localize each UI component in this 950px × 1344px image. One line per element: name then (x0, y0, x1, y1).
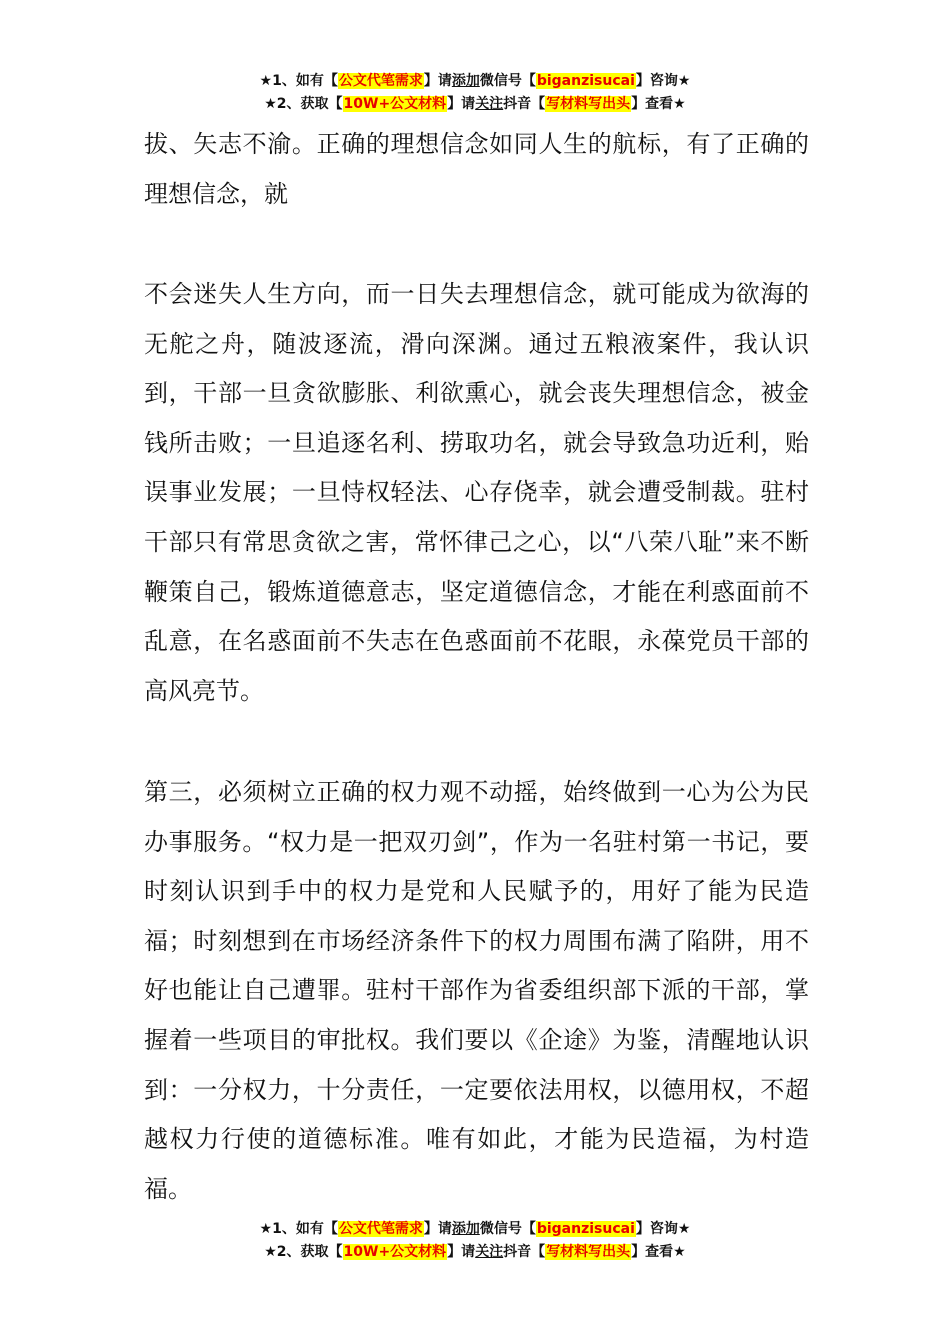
highlight-service: 公文代笔需求 (338, 1221, 423, 1237)
header-banner (0, 70, 950, 116)
highlight-materials: 10W+公文材料 (343, 1244, 447, 1260)
banner-line-1: ★1、如有【公文代笔需求】请添加微信号【biganzisucai】咨询★ (259, 73, 691, 89)
banner-line-1: ★1、如有【公文代笔需求】请添加微信号【biganzisucai】咨询★ (259, 1221, 691, 1237)
highlight-wechat-id: biganzisucai (536, 1221, 635, 1237)
banner-line-2: ★2、获取【10W+公文材料】请关注抖音【写材料写出头】查看★ (264, 1244, 686, 1260)
paragraph-2: 不会迷失人生方向，而一日失去理想信念，就可能成为欲海的无舵之舟，随波逐流，滑向深渊。通过五粮液案件，我认识到，干部一旦贪欲膨胀、利欲熏心，就会丧失理想信念，被金钱所击败；一旦追逐名利、捞取功名，就会导致急功近利，贻误事业发展；一旦恃权轻法、心存侥幸，就会遭受制裁。驻村干部只有常思贪欲之害，常怀律己之心，以“八荣八耻”来不断鞭策自己，锻炼道德意志，坚定道德信念，才能在利惑面前不乱意，在名惑面前不失志在色惑面前不花眼，永葆党员干部的高风亮节。 (144, 280, 809, 705)
paragraph-3: 第三，必须树立正确的权力观不动摇，始终做到一心为公为民办事服务。“权力是一把双刃剑”，作为一名驻村第一书记，要时刻认识到手中的权力是党和人民赋予的，用好了能为民造福；时刻想到在市场经济条件下的权力周围布满了陷阱，用不好也能让自己遭罪。驻村干部作为省委组织部下派的干部，掌握着一些项目的审批权。我们要以《企途》为鉴，清醒地认识到：一分权力，十分责任，一定要依法用权，以德用权，不超越权力行使的道德标准。唯有如此，才能为民造福，为村造福。 (144, 778, 809, 1203)
footer-banner (0, 1218, 950, 1264)
highlight-wechat-id: biganzisucai (536, 73, 635, 89)
highlight-service: 公文代笔需求 (338, 73, 423, 89)
highlight-douyin-id: 写材料写出头 (546, 1244, 631, 1260)
highlight-materials: 10W+公文材料 (343, 96, 447, 112)
paragraph-1: 拔、矢志不渝。正确的理想信念如同人生的航标，有了正确的理想信念，就 (144, 130, 809, 208)
highlight-douyin-id: 写材料写出头 (546, 96, 631, 112)
banner-line-2: ★2、获取【10W+公文材料】请关注抖音【写材料写出头】查看★ (264, 96, 686, 112)
